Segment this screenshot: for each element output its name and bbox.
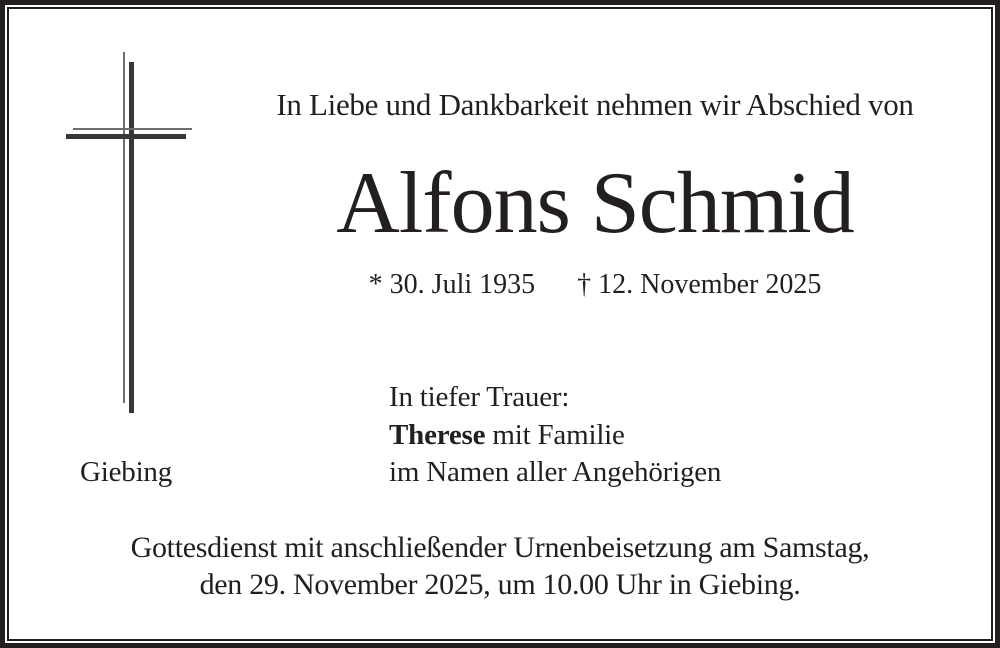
death-date: † 12. November 2025 — [577, 269, 822, 300]
mourning-heading: In tiefer Trauer: — [389, 381, 570, 413]
life-dates — [190, 268, 1000, 302]
cross-vertical-thin-stroke — [123, 52, 125, 403]
mourner-line — [389, 417, 721, 455]
birth-date: * 30. Juli 1935 — [368, 269, 536, 300]
mourning-block — [389, 379, 721, 492]
service-line-2: den 29. November 2025, um 10.00 Uhr in Giebing. — [199, 568, 801, 601]
mourner-suffix: mit Familie — [485, 418, 625, 451]
service-line-1: Gottesdienst mit anschließender Urnenbeisetzung am Samstag, — [130, 531, 870, 564]
mourner-name: Therese — [389, 418, 486, 451]
cross-vertical-thick-stroke — [129, 62, 134, 413]
service-info — [0, 529, 1000, 603]
cross-horizontal-thick-stroke — [66, 134, 186, 139]
mourning-behalf-line: im Namen aller Angehörigen — [389, 456, 722, 488]
place-name: Giebing — [80, 456, 173, 488]
cross-horizontal-thin-stroke — [73, 128, 192, 130]
intro-line: In Liebe und Dankbarkeit nehmen wir Abschied von — [276, 87, 914, 122]
deceased-name: Alfons Schmid — [336, 155, 854, 252]
